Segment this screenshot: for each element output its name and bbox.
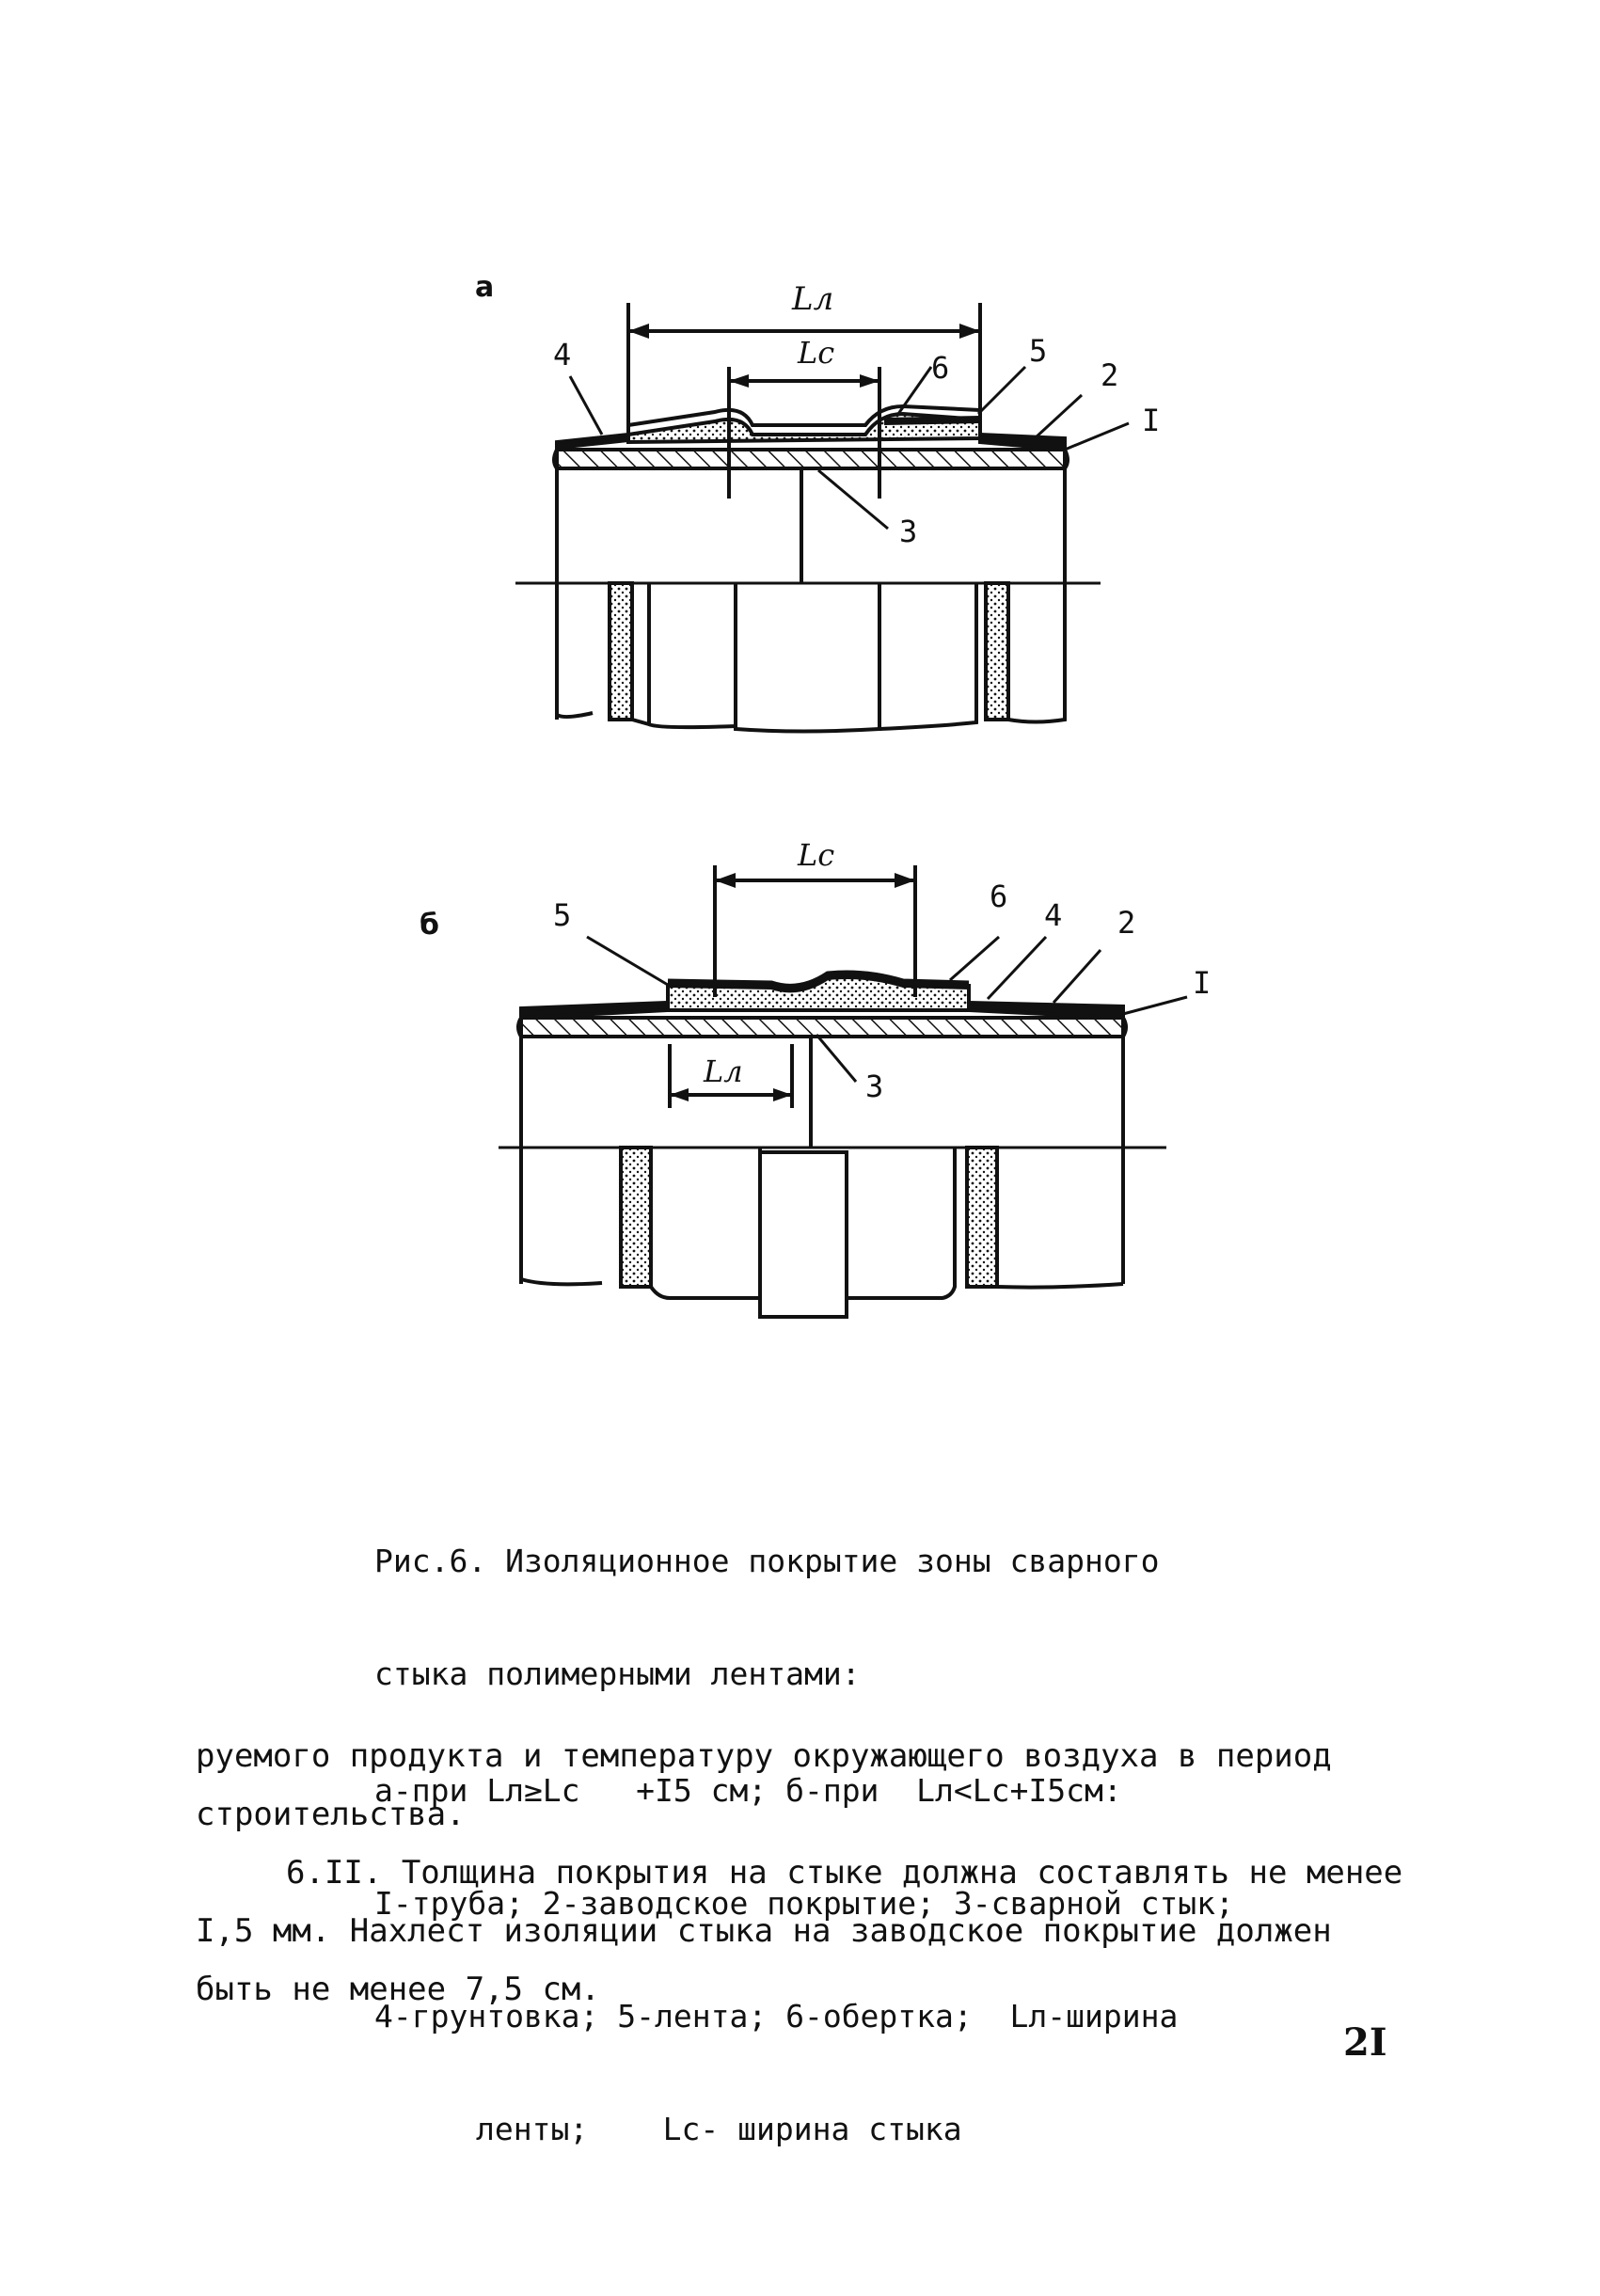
figure-a-label-3: 3 [899, 514, 918, 549]
figure-a-label-6: 6 [931, 350, 950, 386]
body-text [196, 1727, 1409, 2019]
figure-b-label-2: 2 [1117, 905, 1136, 941]
figure-b-label-5: 5 [553, 897, 572, 933]
figure-a-letter: а [475, 271, 495, 304]
figure-b-dim-lc: Lс [798, 837, 835, 873]
caption-legend-line-2: 4-грунтовка; 5-лента; 6-обертка; Lл-ширина [374, 1998, 1179, 2035]
caption-condition-line: а-при Lл≥Lс +I5 см; б-при Lл<Lс+I5см: [374, 1772, 1122, 1809]
figure-b-label-3: 3 [865, 1069, 884, 1104]
caption-title-line-2: стыка полимерными лентами: [374, 1655, 861, 1692]
figure-a-label-1: I [1142, 403, 1161, 438]
figure-a-dim-lc: Lс [798, 335, 835, 371]
caption-title-line-1: Рис.6. Изоляционное покрытие зоны сварного [374, 1543, 1160, 1579]
caption-legend-line-1: I-труба; 2-заводское покрытие; 3-сварной стык; [374, 1885, 1234, 1922]
figure-a-label-2: 2 [1101, 357, 1119, 393]
figure-b-dim-la: Lл [704, 1053, 743, 1089]
figure-b-label-1: I [1193, 965, 1212, 1001]
figure-b-label-4: 4 [1044, 897, 1063, 933]
paragraph-6-11: 6.II. Толщина покрытия на стыке должна составлять не менее I,5 мм. Нахлест изоляции стыка на заводское покрытие должен быть не менее 7,5 см. [196, 1854, 1403, 2008]
caption-legend-line-3: ленты; Lс- ширина стыка [476, 2111, 962, 2147]
figure-a-label-4: 4 [553, 337, 572, 372]
figure-b [499, 865, 1187, 1317]
paragraph-continuation: руемого продукта и температуру окружающего воздуха в период строительства. [196, 1737, 1332, 1833]
figure-b-letter: б [420, 909, 439, 942]
page-number: 2I [1343, 2020, 1387, 2065]
figure-a-label-5: 5 [1029, 333, 1048, 369]
figure-b-label-6: 6 [990, 879, 1008, 914]
figure-a-dim-la: Lл [792, 280, 834, 318]
